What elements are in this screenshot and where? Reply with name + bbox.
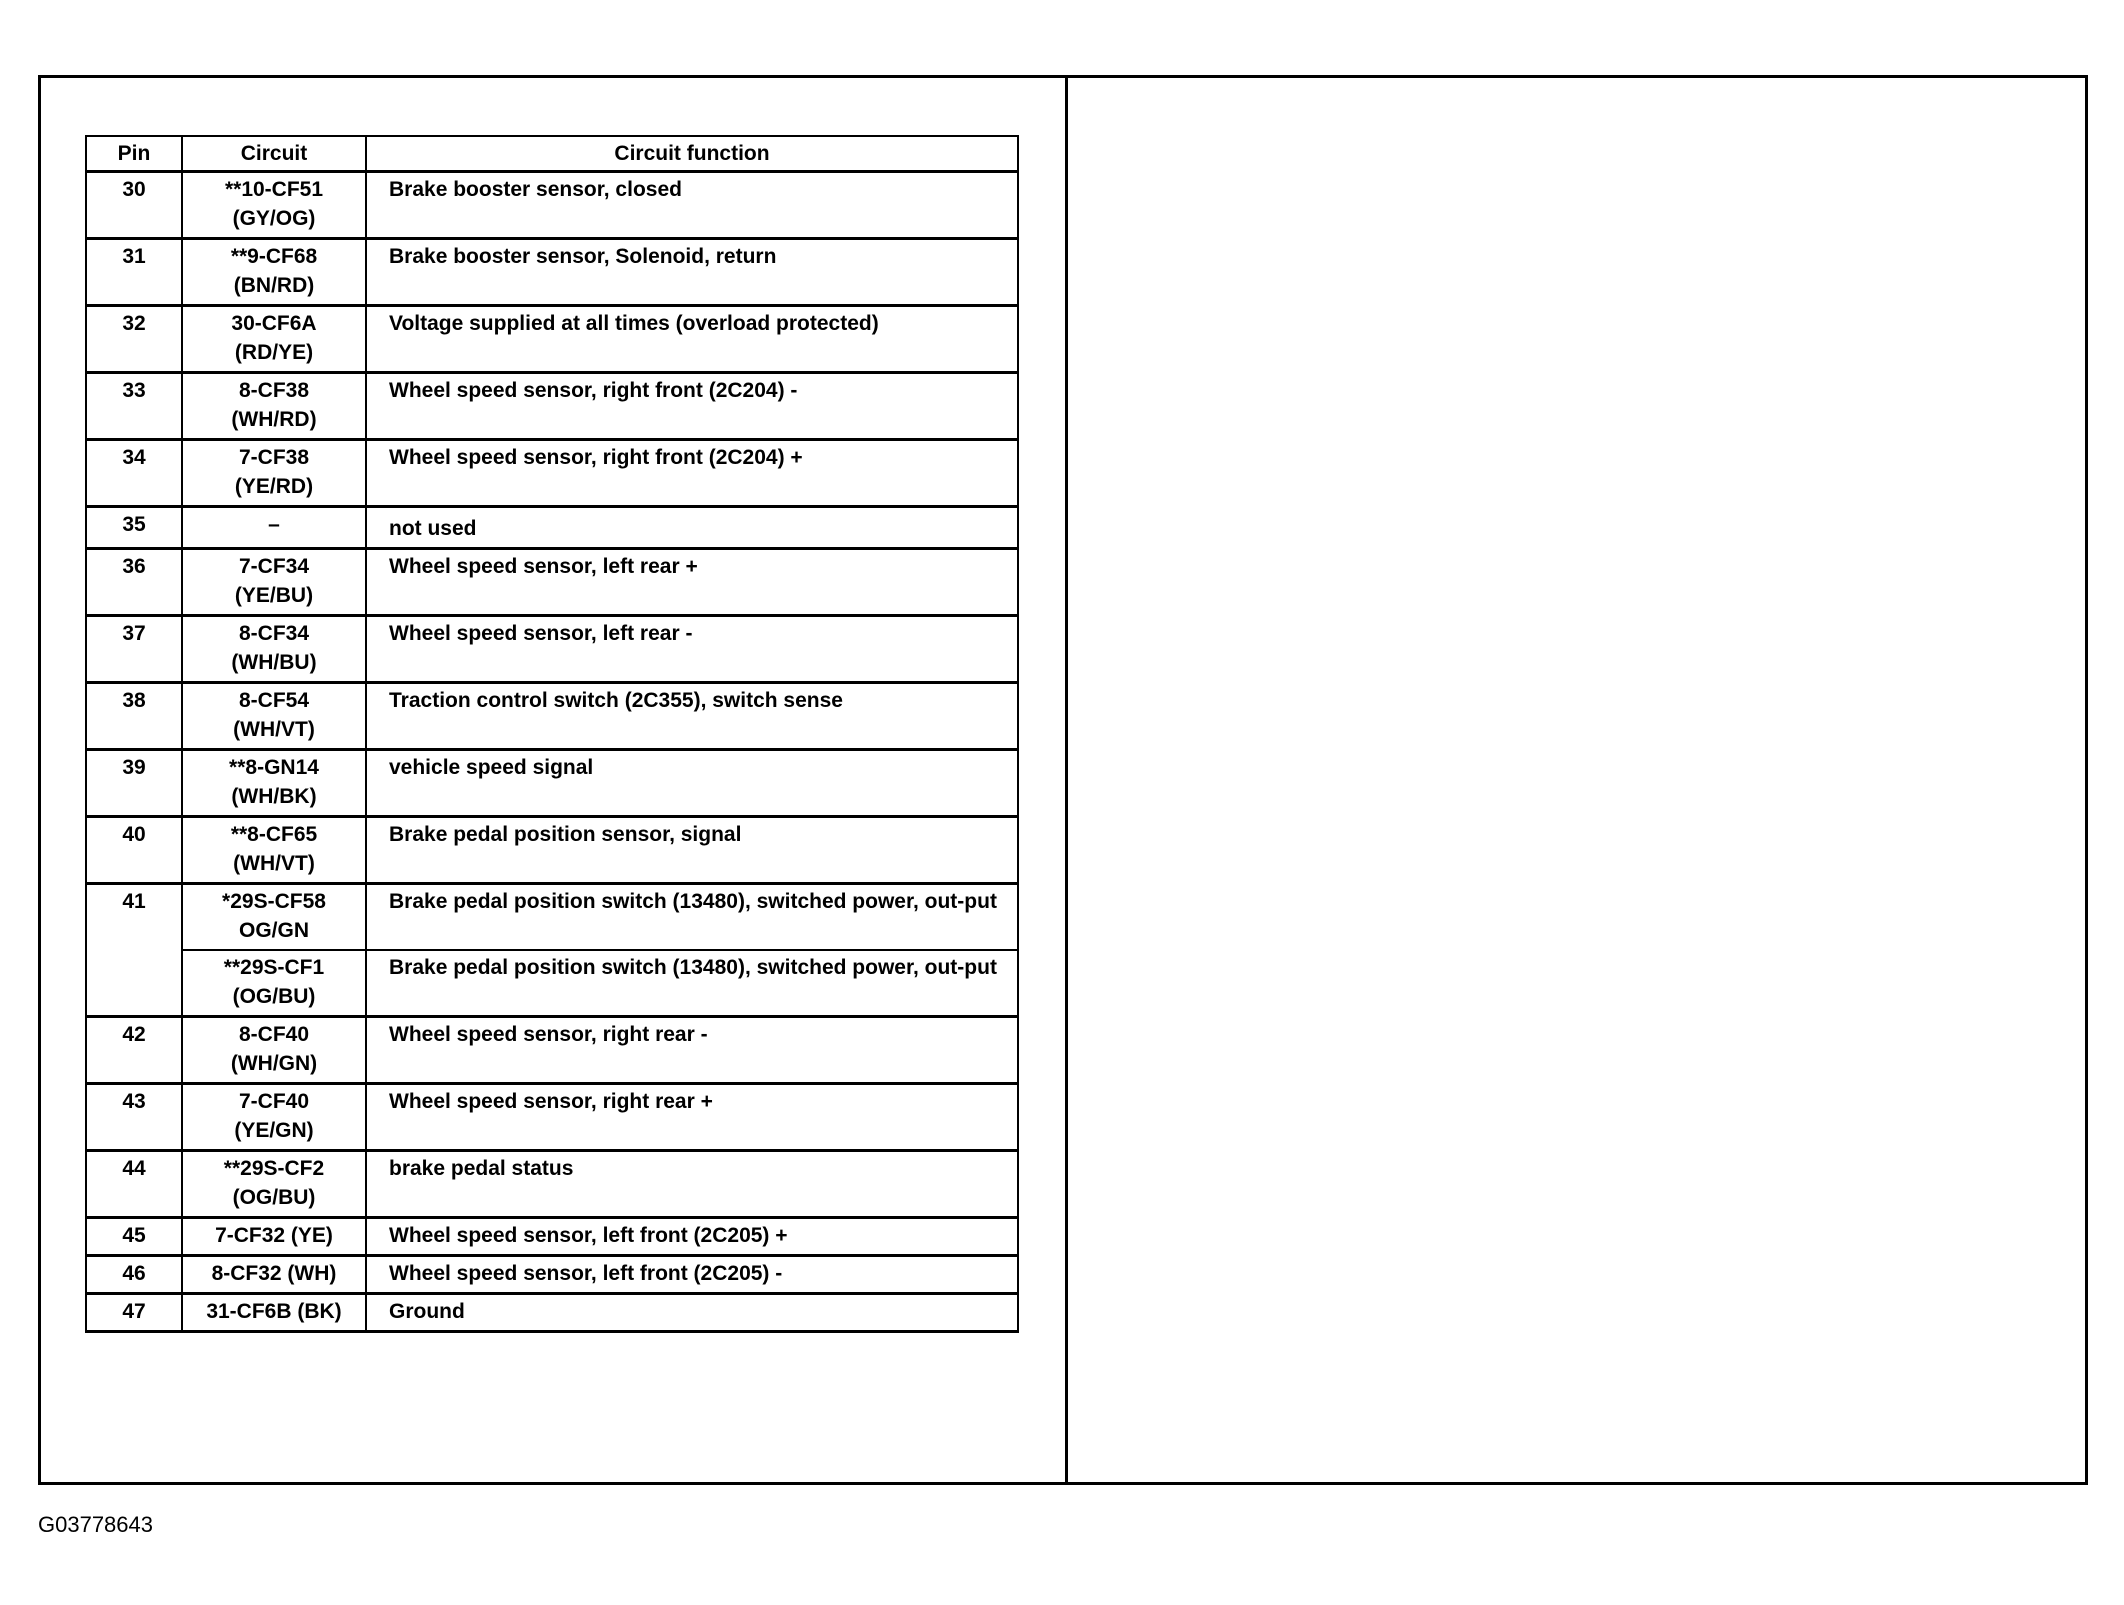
function-cell: Brake booster sensor, closed	[366, 172, 1018, 239]
function-cell: Voltage supplied at all times (overload protected)	[366, 306, 1018, 373]
table-row	[86, 306, 1018, 373]
document-frame	[38, 75, 2088, 1485]
circuit-cell	[182, 306, 366, 373]
table-row	[86, 1017, 1018, 1084]
table-row	[86, 1256, 1018, 1294]
circuit-code: 31-CF6B (BK)	[206, 1300, 342, 1323]
circuit-color: (BN/RD)	[233, 274, 315, 297]
table-row	[86, 507, 1018, 549]
circuit-cell	[182, 817, 366, 884]
circuit-code: 8-CF38	[238, 379, 310, 402]
circuit-code: **10-CF51	[224, 178, 324, 201]
pin-cell: 38	[86, 683, 182, 750]
table-row	[86, 172, 1018, 239]
table-row	[86, 683, 1018, 750]
circuit-color: (WH/VT)	[233, 718, 315, 741]
table-row	[86, 1294, 1018, 1332]
circuit-cell	[182, 1017, 366, 1084]
function-cell: Wheel speed sensor, right front (2C204) -	[366, 373, 1018, 440]
function-cell: not used	[366, 507, 1018, 549]
table-row	[86, 817, 1018, 884]
circuit-color: (WH/RD)	[231, 408, 317, 431]
function-cell: Wheel speed sensor, right rear +	[366, 1084, 1018, 1151]
circuit-color: (WH/BK)	[231, 785, 317, 808]
header-circuit: Circuit	[182, 136, 366, 172]
circuit-cell	[182, 1084, 366, 1151]
circuit-code: **9-CF68	[230, 245, 318, 268]
circuit-cell	[182, 750, 366, 817]
function-cell: vehicle speed signal	[366, 750, 1018, 817]
pin-cell: 31	[86, 239, 182, 306]
figure-id: G03778643	[38, 1512, 153, 1537]
pin-table	[85, 135, 1019, 1333]
circuit-cell	[182, 1218, 366, 1256]
circuit-color: (WH/GN)	[230, 1052, 318, 1075]
pin-cell: 35	[86, 507, 182, 549]
table-row	[86, 440, 1018, 507]
function-cell: Ground	[366, 1294, 1018, 1332]
right-panel	[1068, 78, 2085, 1482]
circuit-code: 8-CF32 (WH)	[211, 1262, 337, 1285]
function-cell: Wheel speed sensor, left rear -	[366, 616, 1018, 683]
circuit-code: *29S-CF58	[222, 890, 326, 913]
table-row	[86, 1151, 1018, 1218]
pin-cell: 32	[86, 306, 182, 373]
function-cell: Brake pedal position switch (13480), switched power, out-put	[366, 950, 1018, 1017]
pin-cell: 36	[86, 549, 182, 616]
circuit-color: (YE/RD)	[234, 475, 314, 498]
circuit-code: **29S-CF2	[223, 1157, 325, 1180]
circuit-cell	[182, 373, 366, 440]
pin-cell: 46	[86, 1256, 182, 1294]
circuit-code: **29S-CF1	[223, 956, 325, 979]
circuit-color: (WH/BU)	[231, 651, 317, 674]
circuit-cell	[182, 172, 366, 239]
function-cell: Wheel speed sensor, left front (2C205) +	[366, 1218, 1018, 1256]
function-cell: Wheel speed sensor, left rear +	[366, 549, 1018, 616]
circuit-cell	[182, 1294, 366, 1332]
circuit-code: **8-CF65	[230, 823, 318, 846]
header-row	[86, 136, 1018, 172]
circuit-code: **8-GN14	[229, 756, 319, 779]
circuit-code: 8-CF34	[238, 622, 310, 645]
table-row	[86, 616, 1018, 683]
pin-cell: 45	[86, 1218, 182, 1256]
table-row	[86, 549, 1018, 616]
circuit-cell	[182, 440, 366, 507]
pin-cell: 44	[86, 1151, 182, 1218]
function-cell: Wheel speed sensor, right rear -	[366, 1017, 1018, 1084]
circuit-color: (YE/GN)	[234, 1119, 314, 1142]
circuit-color: (OG/BU)	[232, 1186, 316, 1209]
pin-cell: 40	[86, 817, 182, 884]
pin-cell: 47	[86, 1294, 182, 1332]
circuit-code: 7-CF40	[238, 1090, 310, 1113]
header-circuit-function: Circuit function	[366, 136, 1018, 172]
function-cell: Traction control switch (2C355), switch sense	[366, 683, 1018, 750]
function-cell: Brake booster sensor, Solenoid, return	[366, 239, 1018, 306]
left-panel	[41, 78, 1068, 1482]
circuit-code: 7-CF34	[238, 555, 310, 578]
pin-cell: 34	[86, 440, 182, 507]
header-pin: Pin	[86, 136, 182, 172]
pin-cell: 39	[86, 750, 182, 817]
pin-cell: 41	[86, 884, 182, 1017]
circuit-code: 8-CF40	[238, 1023, 310, 1046]
circuit-color: (YE/BU)	[234, 584, 314, 607]
function-cell: Brake pedal position switch (13480), switched power, out-put	[366, 884, 1018, 951]
function-cell: Wheel speed sensor, left front (2C205) -	[366, 1256, 1018, 1294]
pin-cell: 37	[86, 616, 182, 683]
table-row	[86, 239, 1018, 306]
table-row	[86, 884, 1018, 951]
function-cell: Wheel speed sensor, right front (2C204) +	[366, 440, 1018, 507]
pin-cell: 42	[86, 1017, 182, 1084]
pin-cell: 33	[86, 373, 182, 440]
circuit-color: OG/GN	[238, 919, 309, 942]
circuit-cell	[182, 884, 366, 951]
table-row	[86, 950, 1018, 1017]
table-row	[86, 750, 1018, 817]
table-row	[86, 373, 1018, 440]
table-row	[86, 1084, 1018, 1151]
circuit-color: (OG/BU)	[232, 985, 316, 1008]
circuit-color: (RD/YE)	[234, 341, 314, 364]
function-cell: Brake pedal position sensor, signal	[366, 817, 1018, 884]
function-cell: brake pedal status	[366, 1151, 1018, 1218]
circuit-cell	[182, 549, 366, 616]
circuit-cell	[182, 683, 366, 750]
circuit-color: (GY/OG)	[232, 207, 316, 230]
circuit-cell	[182, 616, 366, 683]
circuit-color: (WH/VT)	[233, 852, 315, 875]
circuit-code: 7-CF38	[238, 446, 310, 469]
circuit-code: 7-CF32 (YE)	[215, 1224, 333, 1247]
circuit-cell	[182, 239, 366, 306]
circuit-cell	[182, 1256, 366, 1294]
circuit-code: 8-CF54	[238, 689, 310, 712]
circuit-cell	[182, 507, 366, 549]
pin-cell: 43	[86, 1084, 182, 1151]
circuit-cell	[182, 1151, 366, 1218]
table-row	[86, 1218, 1018, 1256]
circuit-code: –	[268, 513, 280, 536]
circuit-cell	[182, 950, 366, 1017]
circuit-code: 30-CF6A	[231, 312, 317, 335]
pin-cell: 30	[86, 172, 182, 239]
